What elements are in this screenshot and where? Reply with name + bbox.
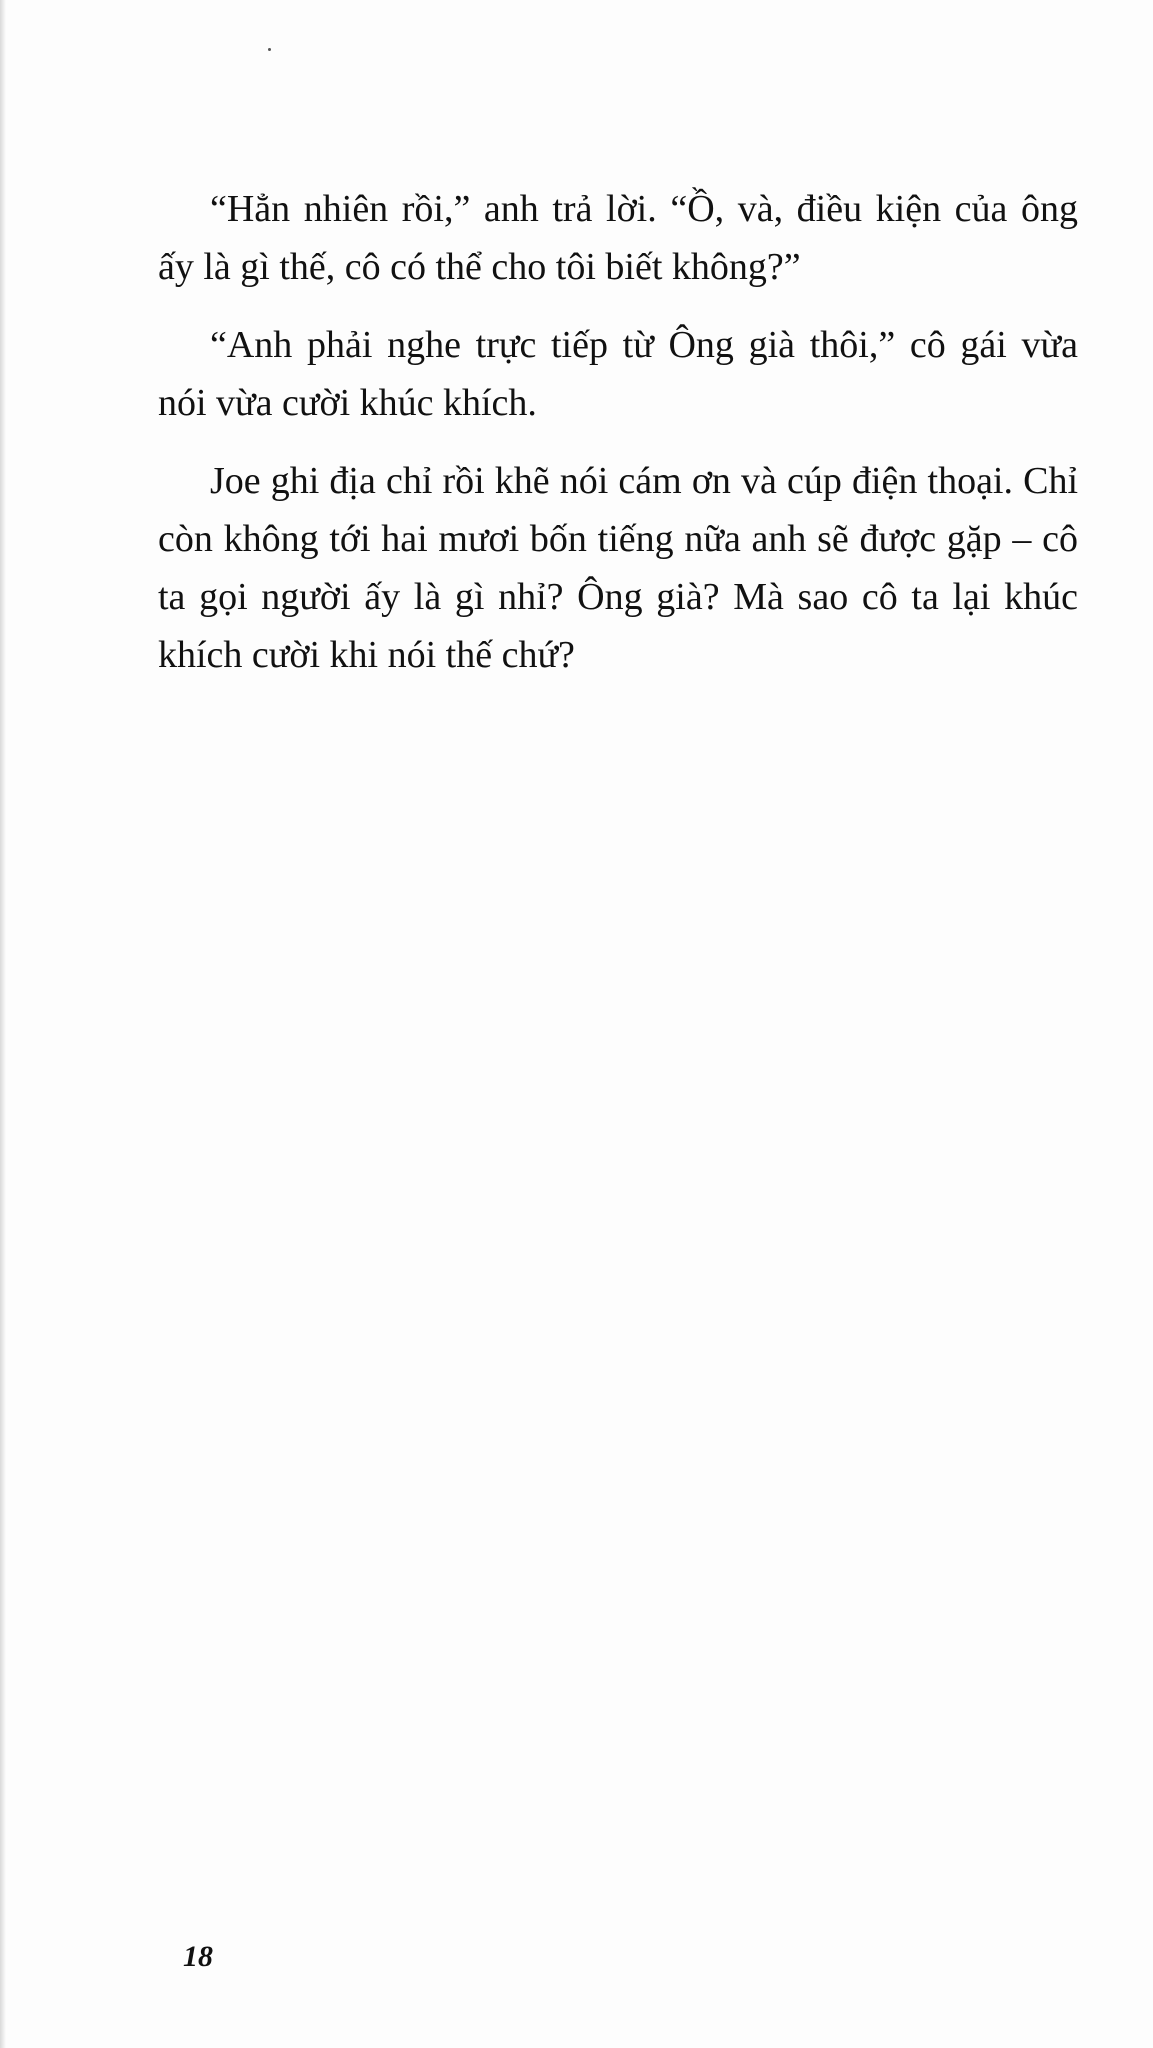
- body-text: [158, 180, 1078, 704]
- paragraph-3: Joe ghi địa chỉ rồi khẽ nói cám ơn và cúp điện thoại. Chỉ còn không tới hai mươi bốn tiếng nữa anh sẽ được gặp – cô ta gọi người ấy là gì nhỉ? Ông già? Mà sao cô ta lại khúc khích cười khi nói thế chứ?: [158, 460, 1078, 676]
- page-edge-shadow: [0, 0, 6, 2048]
- paragraph-2: “Anh phải nghe trực tiếp từ Ông già thôi,” cô gái vừa nói vừa cười khúc khích.: [158, 324, 1078, 424]
- scan-speck: [268, 48, 271, 51]
- page-number: 18: [183, 1940, 213, 1973]
- paragraph-1: “Hẳn nhiên rồi,” anh trả lời. “Ồ, và, điều kiện của ông ấy là gì thế, cô có thể cho tôi biết không?”: [158, 188, 1078, 288]
